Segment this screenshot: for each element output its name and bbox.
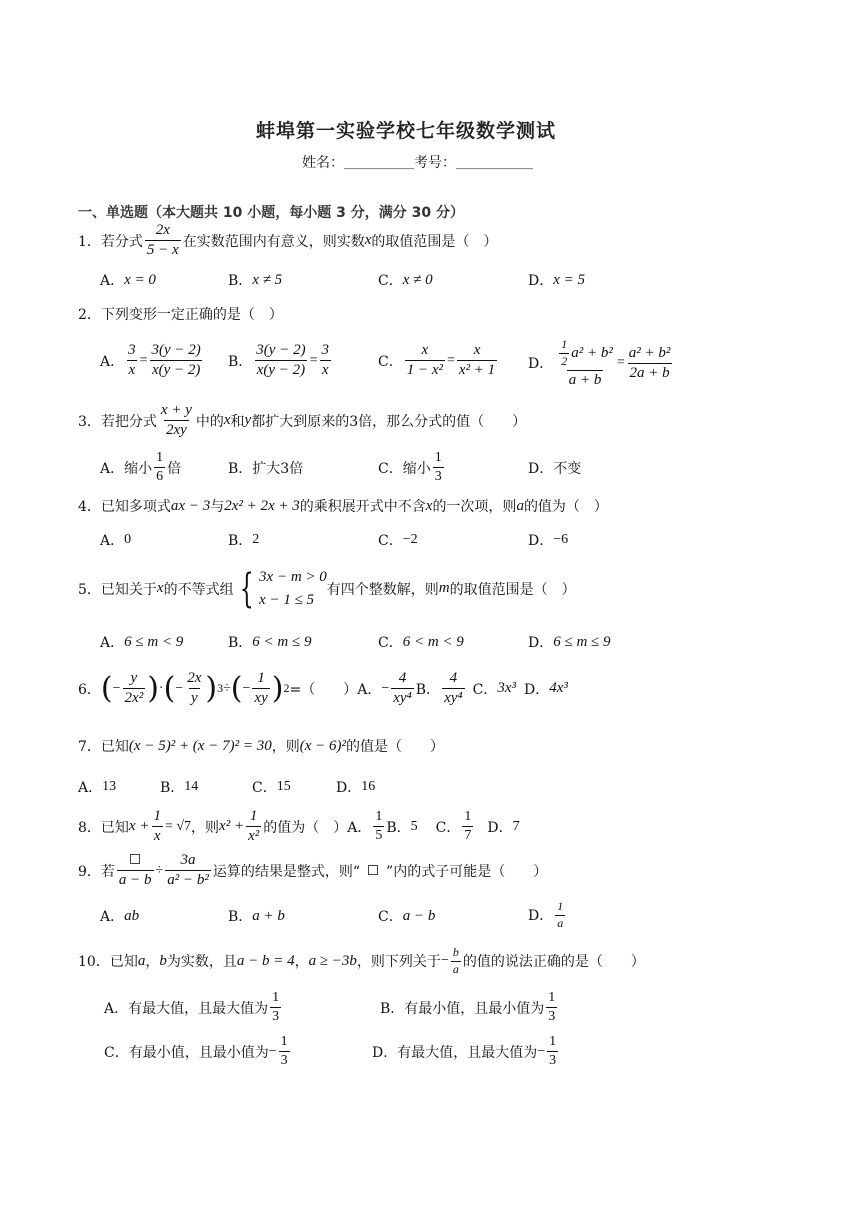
option-text: 16 xyxy=(361,779,376,794)
option-text: 14 xyxy=(184,779,199,794)
question-text: 的乘积展开式中不含 xyxy=(299,499,426,515)
option-text: 扩大3倍 xyxy=(252,461,304,477)
math-expression: a ≥ −3b xyxy=(308,952,357,969)
question-text: 中的 xyxy=(195,413,224,430)
fraction-numerator: 1 xyxy=(249,808,258,824)
q4-option-d[interactable] xyxy=(528,530,568,550)
fraction-numerator: x xyxy=(421,342,429,358)
math-expression: x² + xyxy=(219,818,245,835)
option-text: a + b xyxy=(252,907,285,924)
question-text: ，则下列关于 xyxy=(356,954,441,971)
math-variable: x xyxy=(156,580,164,596)
q1-option-b[interactable] xyxy=(228,270,282,290)
question-number: 3． xyxy=(78,413,101,430)
fraction-denominator: 3 xyxy=(549,1053,557,1069)
id-blank: ___________ xyxy=(456,154,533,170)
question-text: ，则 xyxy=(191,819,220,836)
question-4 xyxy=(78,496,608,516)
fraction-denominator: 3 xyxy=(434,469,442,485)
q1-option-c[interactable] xyxy=(378,270,433,290)
q10-option-a[interactable] xyxy=(104,990,283,1025)
inequality-system xyxy=(259,566,327,611)
option-text: 有最大值，且最大值为 xyxy=(128,1000,269,1017)
fraction-numerator: 4 xyxy=(398,670,407,686)
question-1 xyxy=(78,222,497,260)
q2-option-b[interactable]: B． $\frac{3(y - 2)}{x(y - 2)}$ = $\frac{3}{x}$ xyxy=(228,342,329,379)
question-text: 已知 xyxy=(100,819,129,836)
option-label: C． xyxy=(378,353,403,370)
option-label[interactable]: D． xyxy=(487,819,513,836)
option-label: A． xyxy=(100,635,125,651)
fraction-numerator: 1 xyxy=(557,899,564,913)
option-text: 6 ≤ m ≤ 9 xyxy=(553,633,611,650)
q7-option-b[interactable] xyxy=(160,777,198,797)
math-expression: (x − 6)² xyxy=(299,737,346,754)
fraction-denominator: xy xyxy=(254,690,268,707)
question-text: 运算的结果是整式，则“ xyxy=(212,863,361,880)
question-text: 的值为（ ） xyxy=(523,499,608,515)
option-label: A． xyxy=(100,533,125,549)
question-7 xyxy=(78,736,444,756)
fraction-denominator: a² − b² xyxy=(167,872,209,889)
math-expression: (x − 5)² + (x − 7)² = 30 xyxy=(128,737,272,754)
option-text: 不变 xyxy=(553,461,582,477)
question-9 xyxy=(78,852,547,890)
question-text: 的取值范围是（ ） xyxy=(449,581,576,598)
exam-info xyxy=(302,152,533,172)
option-label: D． xyxy=(528,533,554,549)
fraction-numerator: 3(y − 2) xyxy=(256,342,306,358)
option-text: 5 xyxy=(410,818,418,834)
math-expression: x + xyxy=(128,818,150,835)
q9-option-d[interactable] xyxy=(528,900,567,931)
q10-option-c[interactable] xyxy=(104,1034,292,1069)
question-3 xyxy=(78,402,526,440)
fraction-denominator: 2 xyxy=(561,353,568,368)
inequality: x − 1 ≤ 5 xyxy=(259,591,315,608)
option-label: C． xyxy=(378,460,403,477)
q7-option-a[interactable] xyxy=(78,777,116,797)
fraction-denominator: 2a + b xyxy=(629,364,670,381)
option-label: B． xyxy=(160,780,185,796)
fraction-numerator: 1 xyxy=(549,1034,557,1049)
q7-option-d[interactable] xyxy=(336,777,375,797)
option-text: x ≠ 5 xyxy=(252,271,283,288)
question-text: ， xyxy=(145,954,160,971)
section-note: （本大题共 10 小题，每小题 3 分，满分 30 分） xyxy=(148,205,464,221)
fraction-numerator: x xyxy=(473,342,481,358)
fraction-numerator: a² + b² xyxy=(628,344,671,361)
fraction-denominator: x(y − 2) xyxy=(256,362,306,379)
option-label: B． xyxy=(228,533,253,549)
q7-option-c[interactable] xyxy=(252,777,291,797)
fraction-denominator: 5 xyxy=(375,828,383,844)
q3-option-b[interactable] xyxy=(228,458,303,478)
id-label: 考号： xyxy=(414,155,456,171)
fraction xyxy=(145,222,181,260)
option-label: A． xyxy=(100,353,125,370)
inequality: 3x − m > 0 xyxy=(259,569,327,585)
q3-option-a[interactable] xyxy=(100,450,181,485)
option-text: 缩小 xyxy=(124,460,153,477)
option-label: D． xyxy=(528,461,554,477)
question-text: 已知多项式 xyxy=(100,499,171,515)
fraction-denominator: a + b xyxy=(568,371,602,388)
option-text: 缩小 xyxy=(402,460,431,477)
math-operator: − xyxy=(440,953,449,969)
question-text: 若把分式 xyxy=(100,413,157,430)
option-label[interactable]: B． xyxy=(386,819,411,836)
fraction-denominator: a xyxy=(452,961,459,976)
math-expression: ax − 3 xyxy=(170,497,211,514)
question-text: 的值是（ ） xyxy=(345,739,444,755)
q2-option-a[interactable]: A． $\frac{3}{x}$ = $\frac{3(y - 2)}{x(y - 2)}$ xyxy=(100,342,201,379)
option-text: −2 xyxy=(402,532,418,547)
option-text: 2 xyxy=(252,532,260,547)
option-text: 倍 xyxy=(167,460,182,477)
fraction-numerator: a² + b² xyxy=(571,344,613,361)
question-6: 6． ( − $\frac{y}{\text{2x²}}$ ) · ( − $\frac{2x}{y}$ ) 3 ÷ ( − $\frac{1}{xy}$ ) 2 =（ ） A． − $\frac{4}{\text{xy⁴}}$ B． $\frac{4}{\text{xy⁴}}$ C． 3x³ D． 4x³ xyxy=(78,670,568,707)
fraction-numerator: 1 xyxy=(561,337,568,351)
math-variable: x xyxy=(364,232,372,249)
option-label: D． xyxy=(528,635,554,651)
option-text: x = 5 xyxy=(553,271,586,288)
fraction-numerator: b xyxy=(452,945,459,959)
question-text: 已知 xyxy=(109,954,138,971)
question-number: 8． xyxy=(78,819,101,836)
name-blank: __________ xyxy=(344,154,414,170)
option-text: 3x³ xyxy=(497,680,516,697)
q3-option-c[interactable] xyxy=(378,450,446,485)
question-text: 都扩大到原来的3倍，那么分式的值（ ） xyxy=(251,413,527,430)
section-title: 一、单选题 xyxy=(78,205,148,221)
option-label: B． xyxy=(380,1000,405,1017)
question-number: 1． xyxy=(78,233,101,250)
fraction-numerator: 1 xyxy=(272,990,280,1005)
math-operator: − xyxy=(268,1043,277,1059)
exponent: 2 xyxy=(283,681,290,696)
option-text: 13 xyxy=(102,779,117,794)
fraction-denominator: 6 xyxy=(156,469,164,485)
option-label: B． xyxy=(228,353,253,370)
question-text: 已知 xyxy=(100,739,129,755)
option-label: A． xyxy=(100,273,125,289)
q4-option-a[interactable] xyxy=(100,530,131,550)
question-10 xyxy=(78,946,645,977)
math-expression: a − b = 4 xyxy=(236,952,295,969)
option-label: D． xyxy=(372,1044,398,1061)
option-label: C． xyxy=(252,780,277,796)
option-label: A． xyxy=(104,1000,129,1017)
name-label: 姓名： xyxy=(302,155,344,171)
fraction-numerator: 3a xyxy=(180,852,196,868)
fraction-denominator: 5 − x xyxy=(146,242,179,259)
option-label[interactable]: A． xyxy=(357,681,382,698)
fraction-numerator: 3 xyxy=(128,342,136,358)
q3-option-d[interactable] xyxy=(528,458,581,478)
option-label: C． xyxy=(104,1044,129,1061)
fraction-numerator: 2x xyxy=(187,670,202,686)
fraction-numerator: 1 xyxy=(464,809,472,825)
option-label[interactable]: C． xyxy=(435,819,461,836)
question-text: 的取值范围是（ ） xyxy=(371,233,498,250)
option-text: a − b xyxy=(402,907,436,924)
q9-option-c[interactable] xyxy=(378,906,435,926)
question-text: ，则 xyxy=(271,739,300,755)
option-label: A． xyxy=(100,460,125,477)
math-variable: a xyxy=(516,497,524,514)
fraction-denominator: a xyxy=(557,915,564,930)
q5-option-a[interactable] xyxy=(100,632,183,652)
math-operator: − xyxy=(537,1043,546,1059)
math-variable: x xyxy=(223,412,231,429)
question-text: 已知关于 xyxy=(100,581,157,598)
math-operator: ÷ xyxy=(155,862,164,878)
question-text: 和 xyxy=(230,413,245,430)
option-label: D． xyxy=(528,273,554,289)
option-text: 6 ≤ m < 9 xyxy=(124,633,184,650)
blank-square-icon xyxy=(130,854,140,864)
question-text: 在实数范围内有意义，则实数 xyxy=(182,233,365,250)
q5-option-c[interactable] xyxy=(378,632,464,652)
question-8 xyxy=(78,808,520,846)
fraction-denominator: 3 xyxy=(280,1053,288,1069)
fraction-numerator: 3 xyxy=(321,342,329,358)
question-text: 的值为（ ） xyxy=(263,819,348,836)
math-expression: 2x² + 2x + 3 xyxy=(224,497,300,514)
option-text: 有最大值，且最大值为 xyxy=(397,1044,538,1061)
option-label: B． xyxy=(228,461,253,477)
fraction-denominator: 1 − x² xyxy=(406,362,443,379)
blank-square-icon xyxy=(368,865,378,875)
option-label: C． xyxy=(378,635,403,651)
fraction-denominator: 3 xyxy=(272,1009,280,1025)
fraction-denominator: x² xyxy=(248,828,260,845)
option-label: B． xyxy=(228,635,253,651)
fraction-numerator: 3(y − 2) xyxy=(151,342,201,358)
question-text: 为实数，且 xyxy=(166,954,237,971)
option-label[interactable]: C． xyxy=(472,681,498,698)
q2-option-d[interactable]: D． $\frac{1}{2}$ a² + b² a + b = $\frac{\text{a² + b²}}{2a + b}$ xyxy=(528,337,671,388)
question-number: 6． xyxy=(78,681,101,698)
fraction-denominator: x(y − 2) xyxy=(151,362,201,379)
fraction-denominator: x xyxy=(128,362,136,379)
option-label: C． xyxy=(378,909,403,925)
option-label: D． xyxy=(336,780,362,796)
option-text: −6 xyxy=(553,532,569,547)
q1-option-a[interactable] xyxy=(100,270,156,290)
fraction-numerator: 2x xyxy=(155,222,170,238)
fraction-denominator: 3 xyxy=(548,1009,556,1025)
q4-option-c[interactable] xyxy=(378,530,418,550)
math-variable: a xyxy=(137,952,146,969)
question-number: 7． xyxy=(78,739,101,755)
option-label[interactable]: A． xyxy=(347,819,372,836)
question-text: 与 xyxy=(210,499,225,515)
q10-option-d[interactable] xyxy=(372,1034,560,1069)
fraction-denominator: xy⁴ xyxy=(393,690,412,707)
question-text: 的一次项，则 xyxy=(432,499,517,515)
option-label: C． xyxy=(378,533,403,549)
math-variable: b xyxy=(159,952,167,969)
option-label: C． xyxy=(378,273,403,289)
option-text: 4x³ xyxy=(549,680,568,697)
question-text: =（ ） xyxy=(289,681,358,698)
question-2 xyxy=(78,304,283,324)
question-number: 5． xyxy=(78,581,101,598)
option-text: x = 0 xyxy=(124,271,156,288)
option-label: A． xyxy=(100,909,125,925)
option-text: 有最小值，且最小值为 xyxy=(128,1044,269,1061)
question-text: ， xyxy=(294,954,309,971)
question-number: 4． xyxy=(78,499,101,515)
fraction-numerator: x + y xyxy=(160,402,192,418)
fraction-numerator: 1 xyxy=(375,809,383,825)
section-heading xyxy=(78,202,464,222)
option-label: D． xyxy=(528,356,554,373)
option-text: 7 xyxy=(512,818,520,834)
question-number: 9． xyxy=(78,863,101,880)
math-variable: x xyxy=(425,497,433,514)
q10-option-b[interactable] xyxy=(380,990,559,1025)
fraction-denominator: x xyxy=(153,828,161,845)
fraction-denominator: y xyxy=(190,690,198,707)
option-text: 15 xyxy=(276,779,291,794)
fraction-denominator: xy⁴ xyxy=(444,690,463,707)
q1-option-d[interactable] xyxy=(528,270,585,290)
fraction-numerator: 1 xyxy=(153,808,161,824)
fraction-numerator: y xyxy=(130,670,138,686)
option-label: B． xyxy=(228,909,253,925)
q9-option-a[interactable] xyxy=(100,906,139,926)
brace-symbol: { xyxy=(239,565,254,612)
question-number: 2． xyxy=(78,307,101,323)
option-text: ab xyxy=(124,907,140,924)
option-text: 6 < m ≤ 9 xyxy=(252,633,312,650)
option-text: 6 < m < 9 xyxy=(402,633,464,650)
fraction-numerator: 1 xyxy=(548,990,556,1005)
fraction-denominator: x² + 1 xyxy=(458,362,496,379)
q9-option-b[interactable] xyxy=(228,906,285,926)
option-text: 0 xyxy=(124,532,132,547)
option-text: x ≠ 0 xyxy=(402,271,433,288)
question-5 xyxy=(78,566,576,611)
math-variable: m xyxy=(438,580,450,596)
q2-option-c[interactable]: C． $\frac{x}{\text{1 − x²}}$ = $\frac{x}{\text{x² + 1}}$ xyxy=(378,342,496,379)
question-text: 有四个整数解，则 xyxy=(326,581,439,598)
q5-option-d[interactable] xyxy=(528,632,611,652)
fraction-denominator: x xyxy=(321,362,329,379)
option-label: B． xyxy=(228,273,253,289)
question-text: 的不等式组 xyxy=(163,581,234,598)
question-text: 的值的说法正确的是（ ） xyxy=(462,954,645,971)
option-label: D． xyxy=(528,908,554,925)
fraction-denominator: 2x² xyxy=(124,690,144,707)
question-text: 下列变形一定正确的是（ ） xyxy=(100,307,283,323)
fraction-numerator: 1 xyxy=(280,1034,288,1049)
math-variable: y xyxy=(244,412,252,429)
option-text: 有最小值，且最小值为 xyxy=(404,1000,545,1017)
question-text: 若分式 xyxy=(100,233,143,250)
fraction-denominator: 2xy xyxy=(165,422,187,439)
q4-option-b[interactable] xyxy=(228,530,259,550)
exponent: 3 xyxy=(217,681,224,696)
fraction-numerator: 1 xyxy=(434,450,442,465)
page-title: 蚌埠第一实验学校七年级数学测试 xyxy=(256,120,557,142)
option-label: A． xyxy=(78,780,103,796)
fraction-numerator: 1 xyxy=(257,670,265,686)
option-label[interactable]: D． xyxy=(523,681,550,698)
question-number: 10． xyxy=(78,954,110,971)
fraction-numerator: 1 xyxy=(156,450,164,465)
question-text: 若 xyxy=(100,863,115,880)
option-label[interactable]: B． xyxy=(415,681,441,698)
question-text: ”内的式子可能是（ ） xyxy=(386,863,548,880)
fraction-numerator: 4 xyxy=(449,670,458,686)
fraction-denominator: 7 xyxy=(464,828,472,844)
math-expression: = √7 xyxy=(164,818,192,834)
fraction-denominator: a − b xyxy=(118,872,152,889)
q5-option-b[interactable] xyxy=(228,632,311,652)
